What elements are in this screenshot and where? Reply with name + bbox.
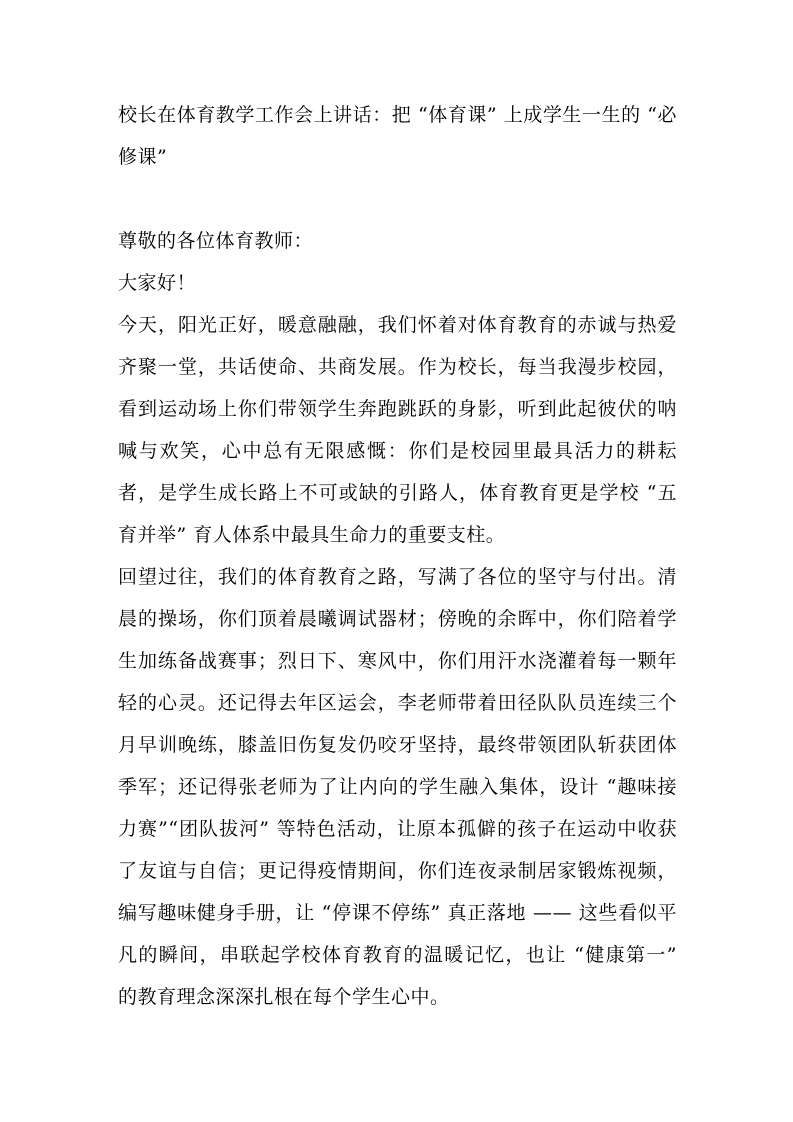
- paragraph-salutation: 尊敬的各位体育教师：: [118, 230, 314, 252]
- paragraph-retrospective: 回望过往，我们的体育教育之路，写满了各位的坚守与付出。清晨的操场，你们顶着晨曦调试器材；傍晚的余晖中，你们陪着学生加练备战赛事；烈日下、寒风中，你们用汗水浇灌着每一颗年轻的心灵。还记得去年区运会，李老师带着田径队队员连续三个月早训晚练，膝盖旧伤复发仍咬牙坚持，最终带领团队斩获团体季军；还记得张老师为了让内向的学生融入集体，设计 “趣味接力赛”“团队拔河” 等特色活动，让原本孤僻的孩子在运动中收获了友谊与自信；更记得疫情期间，你们连夜录制居家锻炼视频，编写趣味健身手册，让 “停课不停练” 真正落地 —— 这些看似平凡的瞬间，串联起学校体育教育的温暖记忆，也让 “健康第一” 的教育理念深深扎根在每个学生心中。: [118, 566, 677, 1008]
- paragraph-greeting: 大家好！: [118, 272, 197, 294]
- document-title: 校长在体育教学工作会上讲话：把 “体育课” 上成学生一生的 “必修课”: [118, 104, 677, 168]
- paragraph-opening: 今天，阳光正好，暖意融融，我们怀着对体育教育的赤诚与热爱齐聚一堂，共话使命、共商发展。作为校长，每当我漫步校园，看到运动场上你们带领学生奔跑跳跃的身影，听到此起彼伏的呐喊与欢笑，心中总有无限感慨：你们是校园里最具活力的耕耘者，是学生成长路上不可或缺的引路人，体育教育更是学校 “五育并举” 育人体系中最具生命力的重要支柱。: [118, 314, 677, 546]
- document-body: [118, 220, 677, 1018]
